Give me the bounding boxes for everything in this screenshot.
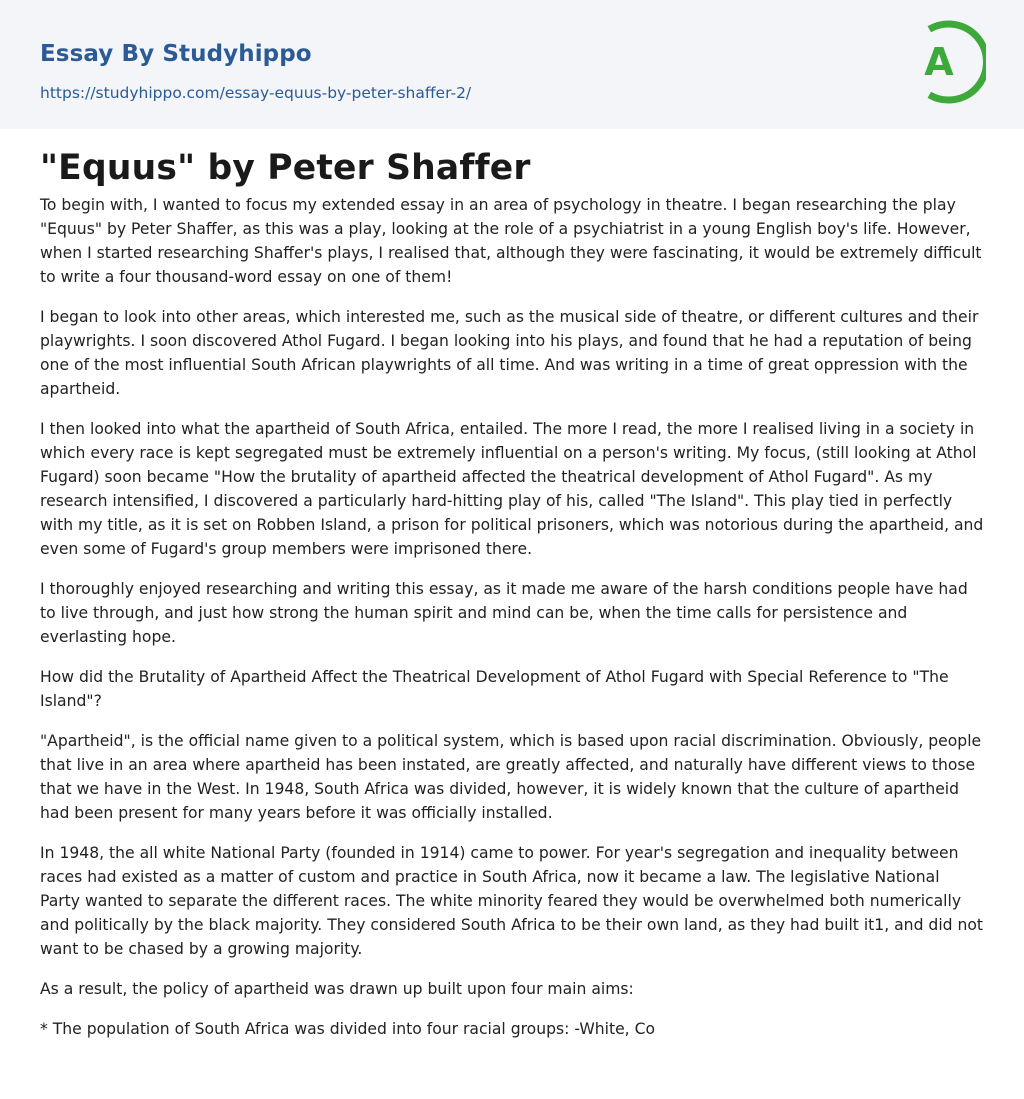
studyhippo-logo-icon[interactable] [912,19,986,105]
article [0,129,1024,1041]
paragraph: I thoroughly enjoyed researching and writing this essay, as it made me aware of the harsh conditions people have had to live through, and just how strong the human spirit and mind can be, when the time calls for persistence and everlasting hope. [40,580,968,646]
paragraph: How did the Brutality of Apartheid Affect the Theatrical Development of Athol Fugard with Special Reference to "The Island"? [40,668,949,710]
source-url-link[interactable]: https://studyhippo.com/essay-equus-by-peter-shaffer-2/ [40,84,472,102]
paragraph: "Apartheid", is the official name given to a political system, which is based upon racial discrimination. Obviously, people that live in an area where apartheid has been instated, are greatly affected, and naturally have different views to those that we have in the West. In 1948, South Africa was divided, however, it is widely known that the culture of apartheid had been present for many years before it was officially installed. [40,732,982,822]
paragraph: * The population of South Africa was divided into four racial groups: -White, Co [40,1020,656,1038]
site-header [0,0,1024,129]
paragraph: As a result, the policy of apartheid was drawn up built upon four main aims: [40,980,634,998]
article-title: "Equus" by Peter Shaffer [40,148,531,188]
paragraph: To begin with, I wanted to focus my extended essay in an area of psychology in theatre. I began researching the play "Equus" by Peter Shaffer, as this was a play, looking at the role of a psychiatrist in a young English boy's life. However, when I started researching Shaffer's plays, I realised that, although they were fascinating, it would be extremely difficult to write a four thousand-word essay on one of them! [40,196,982,286]
brand-title[interactable]: Essay By Studyhippo [40,41,312,67]
paragraph: In 1948, the all white National Party (founded in 1914) came to power. For year's segregation and inequality between races had existed as a matter of custom and practice in South Africa, now it became a law. The legislative National Party wanted to separate the different races. The white minority feared they would be overwhelmed both numerically and politically by the black majority. They considered South Africa to be their own land, as they had built it1, and did not want to be chased by a growing majority. [40,844,984,958]
paragraph: I then looked into what the apartheid of South Africa, entailed. The more I read, the more I realised living in a society in which every race is kept segregated must be extremely influential on a person's writing. My focus, (still looking at Athol Fugard) soon became "How the brutality of apartheid affected the theatrical development of Athol Fugard". As my research intensified, I discovered a particularly hard-hitting play of his, called "The Island". This play tied in perfectly with my title, as it is set on Robben Island, a prison for political prisoners, which was notorious during the apartheid, and even some of Fugard's group members were imprisoned there. [40,420,984,558]
logo-letter: A [924,40,954,84]
paragraph: I began to look into other areas, which interested me, such as the musical side of theatre, or different cultures and their playwrights. I soon discovered Athol Fugard. I began looking into his plays, and found that he had a reputation of being one of the most influential South African playwrights of all time. And was writing in a time of great oppression with the apartheid. [40,308,979,398]
